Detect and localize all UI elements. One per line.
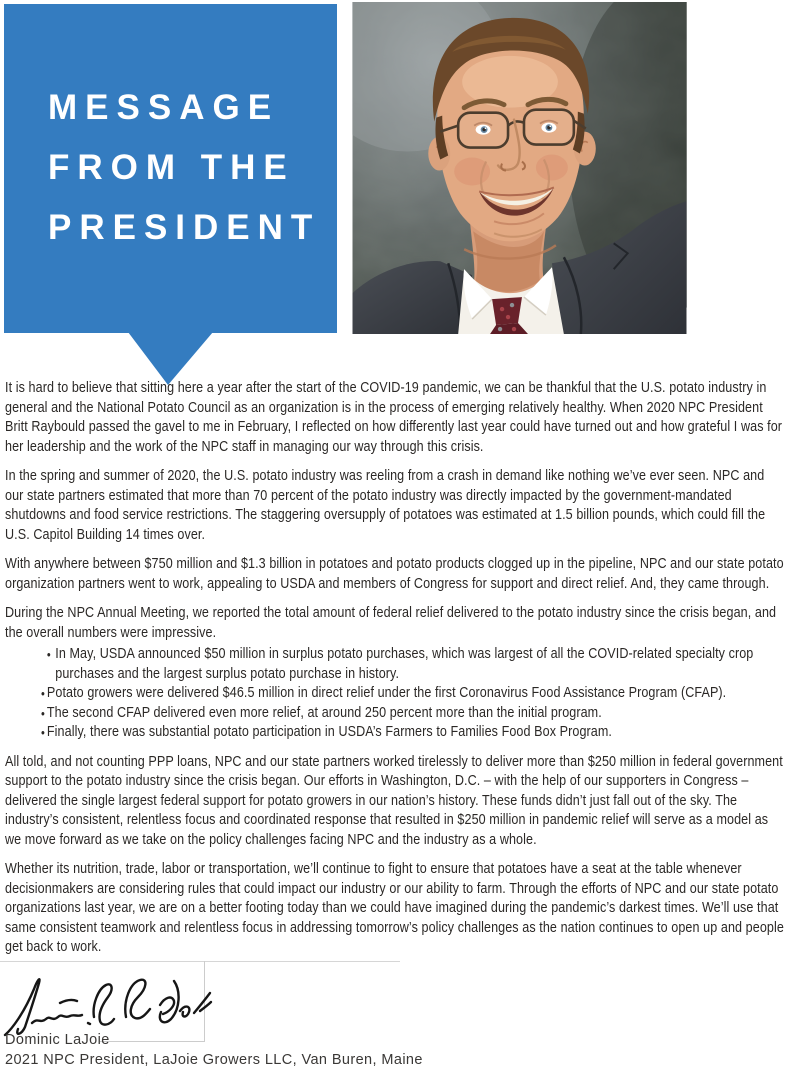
paragraph-5: All told, and not counting PPP loans, NPC and our state partners worked tirelessly to deliver more than $250 million in federal government support to the potato industry since the crisis began. Our efforts in Washington, D.C. – with the help of our supporters in Congress – delivered the single largest federal support for potato growers in our nation’s history. These funds didn’t just fall out of the sky. The industry’s consistent, relentless focus and coordinated response that resulted in $250 million in pandemic relief will serve as a model as we move forward as we take on the policy challenges facing NPC and the industry as a whole. <box>5 752 783 848</box>
bullet-item-1 <box>5 644 786 683</box>
banner-title-line-3: PRESIDENT <box>48 208 321 247</box>
bullet-text: Potato growers were delivered $46.5 million in direct relief under the first Coronavirus Food Assistance Program (CFAP). <box>46 684 727 701</box>
paragraph-4: During the NPC Annual Meeting, we reported the total amount of federal relief delivered to the potato industry since the crisis began, and the overall numbers were impressive. <box>5 604 777 641</box>
bullet-dot-icon: • <box>46 647 51 662</box>
president-headshot-photo <box>352 2 687 334</box>
president-name: Dominic LaJoie <box>5 1032 110 1048</box>
bullet-list <box>5 644 786 742</box>
bullet-dot-icon: • <box>41 705 45 721</box>
paragraph-2: In the spring and summer of 2020, the U.S. potato industry was reeling from a crash in demand like nothing we’ve ever seen. NPC and our state partners estimated that more than 70 percent of the potato industry was directly impacted by the government-mandated shutdowns and food service restrictions. The staggering oversupply of potatoes was estimated at 1.5 billion pounds, which could fill the U.S. Capitol Building 14 times over. <box>5 467 766 543</box>
paragraph-3: With anywhere between $750 million and $1.3 billion in potatoes and potato products clogged up in the pipeline, NPC and our state potato organization partners went to work, appealing to USDA and members of Congress for support and direct relief. And, they came through. <box>5 555 784 592</box>
bullet-text: In May, USDA announced $50 million in surplus potato purchases, which was largest of all the COVID-related specialty crop purchases and the largest surplus potato purchase in history. <box>55 645 754 682</box>
bullet-item-4 <box>5 722 786 742</box>
paragraph-6: Whether its nutrition, trade, labor or transportation, we’ll continue to fight to ensure that potatoes have a seat at the table whenever decisionmakers are considering rules that could impact our industry or our ability to farm. Through the efforts of NPC and our state potato organizations last year, we are on a better footing today than we could have imagined during the pandemic’s darkest times. We’ll use that same consistent teamwork and relentless focus in addressing tomorrow’s policy challenges as the nation continues to open up and people get back to work. <box>5 860 784 955</box>
bullet-text: The second CFAP delivered even more relief, at around 250 percent more than the initial program. <box>46 703 602 721</box>
message-banner <box>4 4 337 333</box>
president-photo <box>352 2 687 334</box>
president-title: 2021 NPC President, LaJoie Growers LLC, Van Buren, Maine <box>5 1052 423 1068</box>
bullet-dot-icon: • <box>41 686 45 701</box>
bullet-item-2 <box>5 683 786 703</box>
banner-title-line-1: MESSAGE <box>48 88 280 127</box>
message-body <box>5 378 786 967</box>
bullet-dot-icon: • <box>41 725 45 740</box>
bullet-text: Finally, there was substantial potato participation in USDA’s Farmers to Families Food Box Program. <box>46 723 613 740</box>
banner-title-line-2: FROM THE <box>48 148 295 187</box>
paragraph-1: It is hard to believe that sitting here a year after the start of the COVID-19 pandemic, we can be thankful that the U.S. potato industry in general and the National Potato Council as an organization is in the process of emerging relatively healthy. When 2020 NPC President Britt Raybould passed the gavel to me in February, I reflected on how differently last year could have turned out and how grateful I was for her leadership and the work of the NPC staff in managing our way through this crisis. <box>5 379 783 455</box>
bullet-item-3 <box>5 703 786 723</box>
page-title <box>48 78 320 258</box>
